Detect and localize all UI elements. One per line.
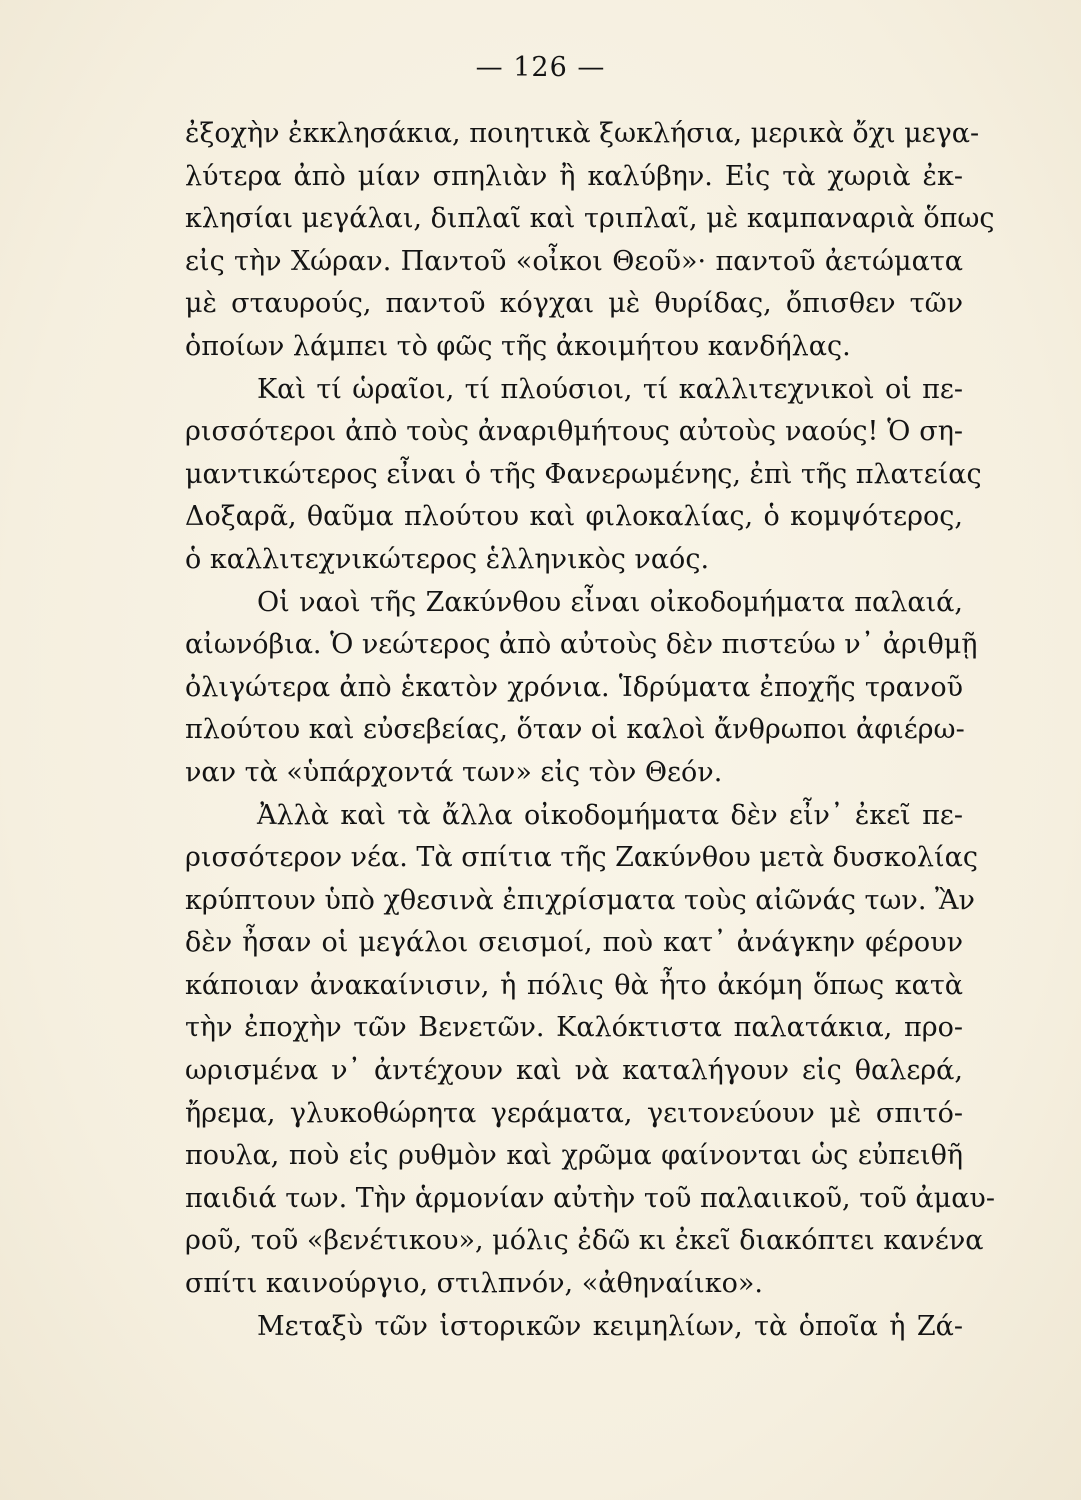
text-line: Ἀλλὰ καὶ τὰ ἄλλα οἰκοδομήματα δὲν εἶν᾽ ἐκεῖ πε- bbox=[257, 799, 963, 831]
text-line: ὁ καλλιτεχνικώτερος ἑλληνικὸς ναός. bbox=[185, 543, 710, 575]
text-line: Οἱ ναοὶ τῆς Ζακύνθου εἶναι οἰκοδομήματα παλαιά, bbox=[257, 586, 963, 618]
text-line: κρύπτουν ὑπὸ χθεσινὰ ἐπιχρίσματα τοὺς αἰῶνάς των. Ἂν bbox=[185, 884, 975, 916]
text-line: ρισσότερον νέα. Τὰ σπίτια τῆς Ζακύνθου μετὰ δυσκολίας bbox=[185, 842, 978, 874]
text-line: ρισσότεροι ἀπὸ τοὺς ἀναριθμήτους αὐτοὺς ναούς! Ὁ ση- bbox=[185, 416, 963, 448]
text-line: τὴν ἐποχὴν τῶν Βενετῶν. Καλόκτιστα παλατάκια, προ- bbox=[185, 1012, 963, 1044]
text-line: σπίτι καινούργιο, στιλπνόν, «ἀθηναίικο». bbox=[185, 1268, 763, 1300]
text-line: μὲ σταυρούς, παντοῦ κόγχαι μὲ θυρίδας, ὄπισθεν τῶν bbox=[185, 288, 963, 320]
body-text bbox=[185, 113, 995, 1348]
text-line: ἐξοχὴν ἐκκλησάκια, ποιητικὰ ξωκλήσια, μερικὰ ὄχι μεγα- bbox=[185, 118, 980, 149]
text-line: ὁποίων λάμπει τὸ φῶς τῆς ἀκοιμήτου κανδήλας. bbox=[185, 330, 851, 362]
text-line: ἤρεμα, γλυκοθώρητα γεράματα, γειτονεύουν μὲ σπιτό- bbox=[185, 1097, 963, 1129]
text-line: εἰς τὴν Χώραν. Παντοῦ «οἶκοι Θεοῦ»· παντοῦ ἀετώματα bbox=[185, 245, 963, 277]
text-line: δὲν ἦσαν οἱ μεγάλοι σεισμοί, ποὺ κατ᾽ ἀνάγκην φέρουν bbox=[185, 927, 963, 959]
text-line: Μεταξὺ τῶν ἱστορικῶν κειμηλίων, τὰ ὁποῖα ἡ Ζά- bbox=[257, 1310, 963, 1342]
text-line: ὀλιγώτερα ἀπὸ ἑκατὸν χρόνια. Ἱδρύματα ἐποχῆς τρανοῦ bbox=[185, 671, 963, 703]
text-line: πουλα, ποὺ εἰς ρυθμὸν καὶ χρῶμα φαίνονται ὡς εὐπειθῆ bbox=[185, 1140, 963, 1172]
text-line: λύτερα ἀπὸ μίαν σπηλιὰν ἢ καλύβην. Εἰς τὰ χωριὰ ἐκ- bbox=[185, 160, 963, 192]
text-line: αἰωνόβια. Ὁ νεώτερος ἀπὸ αὐτοὺς δὲν πιστεύω ν᾽ ἀριθμῇ bbox=[185, 629, 978, 661]
text-line: ναν τὰ «ὑπάρχοντά των» εἰς τὸν Θεόν. bbox=[185, 756, 723, 788]
text-line: Καὶ τί ὡραῖοι, τί πλούσιοι, τί καλλιτεχνικοὶ οἱ πε- bbox=[257, 373, 963, 405]
text-line: παιδιά των. Τὴν ἁρμονίαν αὐτὴν τοῦ παλαιικοῦ, τοῦ ἀμαυ- bbox=[185, 1182, 995, 1214]
text-line: ροῦ, τοῦ «βενέτικου», μόλις ἐδῶ κι ἐκεῖ διακόπτει κανένα bbox=[185, 1225, 984, 1257]
text-line: ωρισμένα ν᾽ ἀντέχουν καὶ νὰ καταλήγουν εἰς θαλερά, bbox=[185, 1055, 963, 1087]
text-line: πλούτου καὶ εὐσεβείας, ὅταν οἱ καλοὶ ἄνθρωποι ἀφιέρω- bbox=[185, 714, 965, 746]
text-line: κάποιαν ἀνακαίνισιν, ἡ πόλις θὰ ἦτο ἀκόμη ὅπως κατὰ bbox=[185, 969, 963, 1001]
text-line: Δοξαρᾶ, θαῦμα πλούτου καὶ φιλοκαλίας, ὁ κομψότερος, bbox=[185, 501, 963, 533]
text-line: κλησίαι μεγάλαι, διπλαῖ καὶ τριπλαῖ, μὲ καμπαναριὰ ὅπως bbox=[185, 203, 995, 235]
page-number: — 126 — bbox=[475, 52, 606, 83]
text-line: μαντικώτερος εἶναι ὁ τῆς Φανερωμένης, ἐπὶ τῆς πλατείας bbox=[185, 458, 982, 490]
